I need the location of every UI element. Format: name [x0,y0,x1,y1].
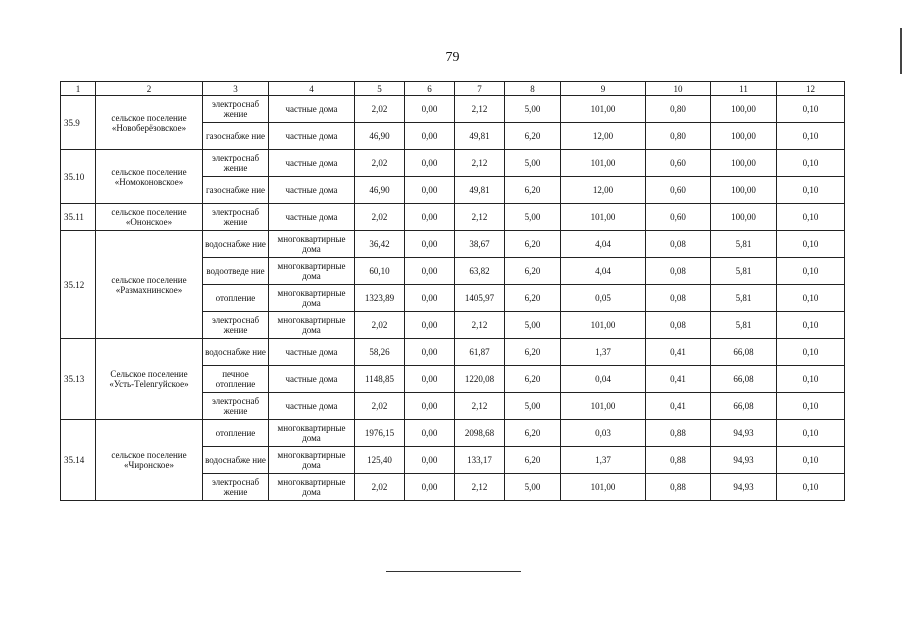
value-cell: 60,10 [355,258,405,285]
service-type-cell: газоснабже ние [203,177,269,204]
value-cell: 0,00 [405,258,455,285]
value-cell: 2,12 [455,393,505,420]
table-body [61,96,845,501]
value-cell: 5,00 [505,393,561,420]
value-cell: 1405,97 [455,285,505,312]
value-cell: 38,67 [455,231,505,258]
settlement-name: сельское поселение «Новоберёзовское» [96,96,203,150]
value-cell: 2,12 [455,96,505,123]
value-cell: 125,40 [355,447,405,474]
housing-type-cell: частные дома [269,96,355,123]
value-cell: 1,37 [561,447,646,474]
value-cell: 0,00 [405,447,455,474]
value-cell: 4,04 [561,258,646,285]
service-type-cell: электроснаб жение [203,204,269,231]
value-cell: 0,00 [405,420,455,447]
housing-type-cell: частные дома [269,366,355,393]
value-cell: 0,60 [646,204,711,231]
value-cell: 6,20 [505,420,561,447]
value-cell: 0,00 [405,177,455,204]
value-cell: 0,41 [646,393,711,420]
value-cell: 5,81 [711,312,777,339]
value-cell: 6,20 [505,258,561,285]
housing-type-cell: частные дома [269,177,355,204]
column-header: 11 [711,82,777,96]
table-row [61,204,845,231]
value-cell: 94,93 [711,474,777,501]
value-cell: 49,81 [455,123,505,150]
settlement-name: сельское поселение «Чиронское» [96,420,203,501]
service-type-cell: водоснабже ние [203,339,269,366]
value-cell: 2,02 [355,474,405,501]
service-type-cell: газоснабже ние [203,123,269,150]
service-type-cell: отопление [203,285,269,312]
value-cell: 0,10 [777,285,845,312]
column-header: 6 [405,82,455,96]
value-cell: 0,00 [405,474,455,501]
table-row [61,339,845,366]
value-cell: 0,10 [777,204,845,231]
tariff-table [60,81,845,501]
column-header: 10 [646,82,711,96]
value-cell: 5,81 [711,231,777,258]
value-cell: 6,20 [505,447,561,474]
value-cell: 46,90 [355,123,405,150]
value-cell: 133,17 [455,447,505,474]
value-cell: 0,00 [405,312,455,339]
value-cell: 0,10 [777,96,845,123]
column-header: 2 [96,82,203,96]
value-cell: 2,12 [455,312,505,339]
value-cell: 5,00 [505,312,561,339]
table-header-row [61,82,845,96]
settlement-number: 35.13 [61,339,96,420]
footer-divider [386,571,521,572]
value-cell: 101,00 [561,474,646,501]
value-cell: 0,08 [646,312,711,339]
value-cell: 0,10 [777,150,845,177]
value-cell: 49,81 [455,177,505,204]
housing-type-cell: многоквартирные дома [269,285,355,312]
value-cell: 0,10 [777,420,845,447]
housing-type-cell: многоквартирные дома [269,420,355,447]
column-header: 3 [203,82,269,96]
value-cell: 0,10 [777,177,845,204]
value-cell: 0,10 [777,123,845,150]
service-type-cell: электроснаб жение [203,474,269,501]
value-cell: 0,60 [646,150,711,177]
value-cell: 0,41 [646,366,711,393]
service-type-cell: печное отопление [203,366,269,393]
table-row [61,96,845,123]
settlement-name: сельское поселение «Размахнинское» [96,231,203,339]
housing-type-cell: многоквартирные дома [269,258,355,285]
value-cell: 0,10 [777,447,845,474]
value-cell: 12,00 [561,123,646,150]
value-cell: 101,00 [561,312,646,339]
value-cell: 5,00 [505,96,561,123]
value-cell: 0,00 [405,204,455,231]
value-cell: 101,00 [561,204,646,231]
value-cell: 6,20 [505,177,561,204]
value-cell: 100,00 [711,204,777,231]
value-cell: 94,93 [711,447,777,474]
value-cell: 1148,85 [355,366,405,393]
column-header: 7 [455,82,505,96]
value-cell: 5,00 [505,150,561,177]
value-cell: 0,08 [646,285,711,312]
column-header: 4 [269,82,355,96]
value-cell: 58,26 [355,339,405,366]
value-cell: 66,08 [711,339,777,366]
value-cell: 100,00 [711,123,777,150]
page-edge-mark [900,28,902,74]
value-cell: 0,41 [646,339,711,366]
value-cell: 100,00 [711,177,777,204]
table-row [61,420,845,447]
value-cell: 0,10 [777,312,845,339]
value-cell: 100,00 [711,96,777,123]
value-cell: 0,00 [405,285,455,312]
housing-type-cell: частные дома [269,339,355,366]
housing-type-cell: частные дома [269,123,355,150]
value-cell: 0,04 [561,366,646,393]
housing-type-cell: частные дома [269,150,355,177]
column-header: 9 [561,82,646,96]
value-cell: 66,08 [711,393,777,420]
column-header: 5 [355,82,405,96]
value-cell: 0,00 [405,150,455,177]
housing-type-cell: многоквартирные дома [269,447,355,474]
value-cell: 0,10 [777,339,845,366]
value-cell: 101,00 [561,393,646,420]
value-cell: 1323,89 [355,285,405,312]
settlement-name: сельское поселение «Ононское» [96,204,203,231]
housing-type-cell: частные дома [269,204,355,231]
value-cell: 0,80 [646,96,711,123]
value-cell: 6,20 [505,339,561,366]
value-cell: 0,10 [777,258,845,285]
value-cell: 1,37 [561,339,646,366]
value-cell: 0,88 [646,420,711,447]
value-cell: 0,00 [405,96,455,123]
settlement-number: 35.14 [61,420,96,501]
column-header: 1 [61,82,96,96]
value-cell: 36,42 [355,231,405,258]
value-cell: 0,88 [646,447,711,474]
value-cell: 4,04 [561,231,646,258]
value-cell: 6,20 [505,285,561,312]
value-cell: 0,08 [646,231,711,258]
value-cell: 100,00 [711,150,777,177]
value-cell: 0,05 [561,285,646,312]
value-cell: 46,90 [355,177,405,204]
service-type-cell: электроснаб жение [203,393,269,420]
settlement-number: 35.9 [61,96,96,150]
housing-type-cell: многоквартирные дома [269,231,355,258]
housing-type-cell: многоквартирные дома [269,474,355,501]
value-cell: 5,81 [711,258,777,285]
settlement-name: сельское поселение «Номоконовское» [96,150,203,204]
value-cell: 0,10 [777,474,845,501]
value-cell: 0,10 [777,393,845,420]
value-cell: 2,02 [355,150,405,177]
housing-type-cell: частные дома [269,393,355,420]
service-type-cell: электроснаб жение [203,312,269,339]
value-cell: 0,08 [646,258,711,285]
value-cell: 0,00 [405,366,455,393]
value-cell: 0,80 [646,123,711,150]
settlement-number: 35.10 [61,150,96,204]
value-cell: 12,00 [561,177,646,204]
service-type-cell: водоснабже ние [203,447,269,474]
value-cell: 2,12 [455,150,505,177]
value-cell: 63,82 [455,258,505,285]
value-cell: 0,00 [405,339,455,366]
page-number: 79 [445,50,460,65]
value-cell: 2,02 [355,393,405,420]
settlement-number: 35.11 [61,204,96,231]
column-header: 12 [777,82,845,96]
service-type-cell: электроснаб жение [203,96,269,123]
value-cell: 101,00 [561,150,646,177]
value-cell: 1220,08 [455,366,505,393]
value-cell: 0,03 [561,420,646,447]
service-type-cell: электроснаб жение [203,150,269,177]
service-type-cell: водоотведе ние [203,258,269,285]
value-cell: 0,60 [646,177,711,204]
value-cell: 0,00 [405,393,455,420]
value-cell: 61,87 [455,339,505,366]
value-cell: 0,10 [777,231,845,258]
value-cell: 0,00 [405,123,455,150]
value-cell: 94,93 [711,420,777,447]
value-cell: 5,00 [505,204,561,231]
value-cell: 66,08 [711,366,777,393]
settlement-name: Сельское поселение «Усть-Тelenгуйское» [96,339,203,420]
value-cell: 2,12 [455,204,505,231]
value-cell: 6,20 [505,366,561,393]
table-row [61,231,845,258]
value-cell: 0,10 [777,366,845,393]
value-cell: 6,20 [505,123,561,150]
service-type-cell: отопление [203,420,269,447]
value-cell: 2,02 [355,96,405,123]
value-cell: 1976,15 [355,420,405,447]
value-cell: 101,00 [561,96,646,123]
table-row [61,150,845,177]
column-header: 8 [505,82,561,96]
value-cell: 5,81 [711,285,777,312]
value-cell: 5,00 [505,474,561,501]
value-cell: 6,20 [505,231,561,258]
value-cell: 2,12 [455,474,505,501]
settlement-number: 35.12 [61,231,96,339]
value-cell: 2,02 [355,204,405,231]
service-type-cell: водоснабже ние [203,231,269,258]
housing-type-cell: многоквартирные дома [269,312,355,339]
value-cell: 0,88 [646,474,711,501]
value-cell: 2098,68 [455,420,505,447]
value-cell: 2,02 [355,312,405,339]
value-cell: 0,00 [405,231,455,258]
